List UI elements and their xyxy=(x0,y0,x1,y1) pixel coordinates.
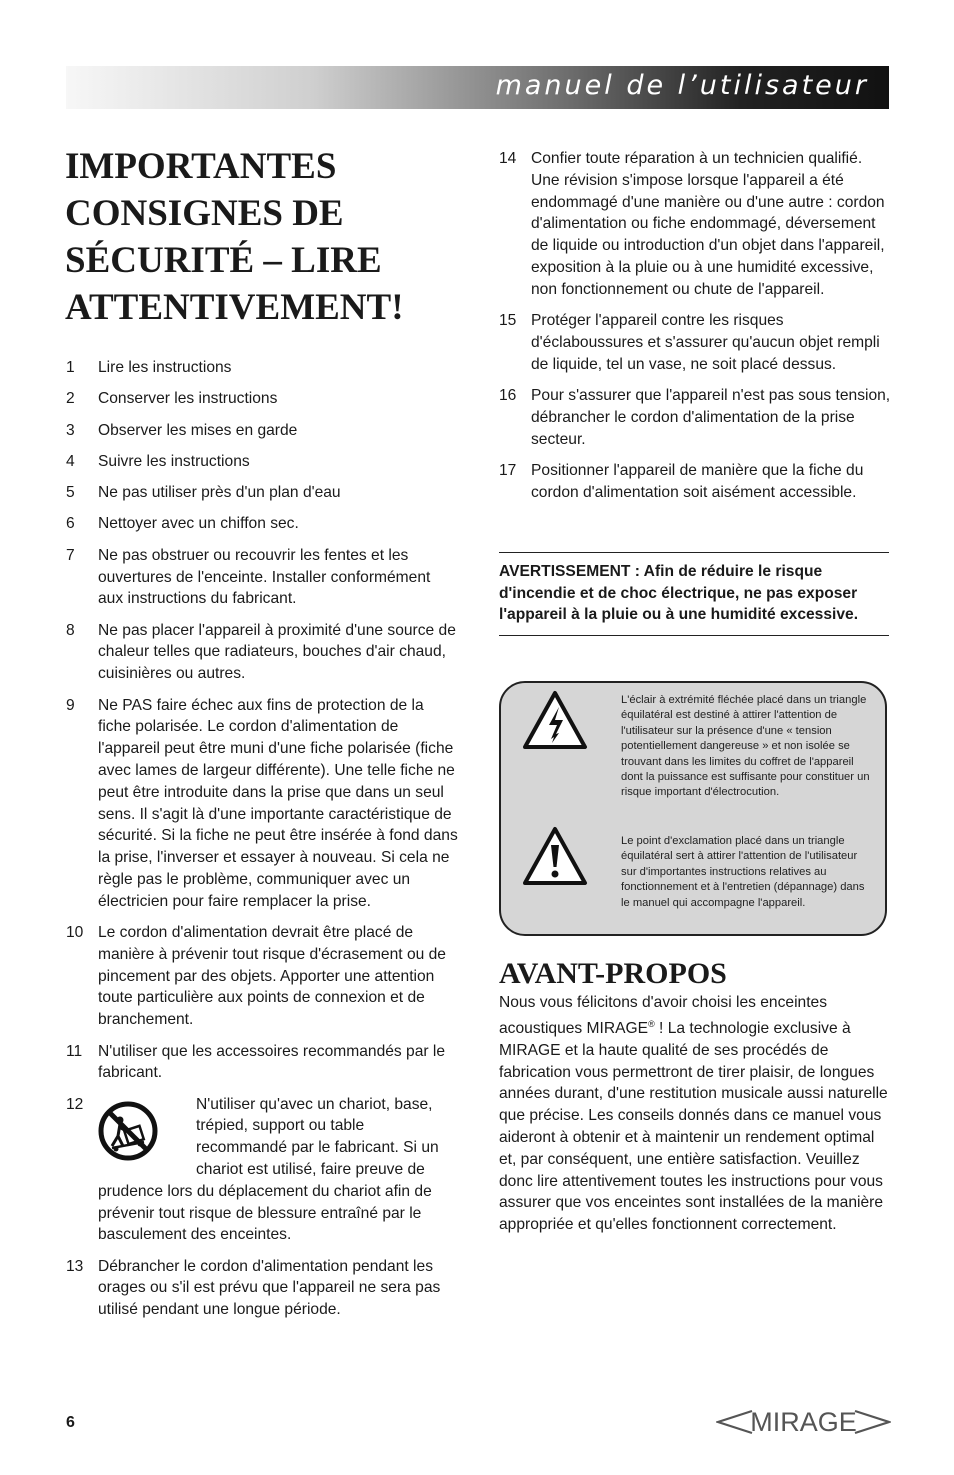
item-number: 9 xyxy=(66,696,75,714)
section-body-avant-propos xyxy=(499,992,889,1236)
section-title-avant-propos: AVANT-PROPOS xyxy=(499,957,727,990)
item-number: 1 xyxy=(66,359,75,376)
list-item xyxy=(66,482,458,504)
item-text: Nettoyer avec un chiffon sec. xyxy=(98,515,299,533)
page-title-line: SÉCURITÉ – LIRE xyxy=(65,240,382,281)
item-number: 17 xyxy=(499,461,517,479)
body-text: Nous vous félicitons d'avoir choisi les enceintes acoustiques MIRAGE xyxy=(499,994,828,1037)
warning-notice: AVERTISSEMENT : Afin de réduire le risque d'incendie et de choc électrique, ne pas exposer l'appareil à la pluie ou à une humidité excessive. xyxy=(499,552,889,636)
list-item xyxy=(66,695,458,913)
item-number: 15 xyxy=(499,312,517,330)
item-text: Ne pas utiliser près d'un plan d'eau xyxy=(98,484,341,502)
item-number: 16 xyxy=(499,386,517,404)
list-item xyxy=(66,357,458,379)
item-number: 5 xyxy=(66,484,75,502)
item-text: Ne pas obstruer ou recouvrir les fentes et les ouvertures de l'enceinte. Installer conformément aux instructions du fabricant. xyxy=(98,546,431,608)
list-item xyxy=(66,545,458,610)
item-number: 11 xyxy=(66,1042,83,1060)
item-number: 10 xyxy=(66,924,84,942)
item-number: 13 xyxy=(66,1257,84,1275)
header-title: manuel de l’utilisateur xyxy=(495,70,869,101)
item-number: 8 xyxy=(66,621,75,639)
page-title-line: CONSIGNES DE xyxy=(65,193,344,234)
list-item xyxy=(66,420,458,442)
item-number: 14 xyxy=(499,150,517,167)
page-title xyxy=(65,143,465,331)
item-number: 2 xyxy=(66,390,75,408)
registered-mark: ® xyxy=(648,1018,655,1029)
item-text: Suivre les instructions xyxy=(98,452,250,470)
cart-tip-over-warning-icon xyxy=(98,1096,196,1171)
item-text: Pour s'assurer que l'appareil n'est pas sous tension, débrancher le cordon d'alimentation de la prise secteur. xyxy=(531,386,891,448)
list-item xyxy=(499,460,894,504)
list-item xyxy=(499,148,894,301)
safety-instructions-right xyxy=(499,148,894,503)
list-item-cart xyxy=(66,1094,458,1247)
item-text: Ne PAS faire échec aux fins de protection de la fiche polarisée. Le cordon d'alimentation de l'appareil peut être muni d'une fiche polarisée (fiche avec lames de largeur différente). Une telle fiche ne peut être introduite dans la prise que dans un seul sens. Il s'agit là d'une importante caractéristique de sécurité. Si la fiche ne peut être insérée à fond dans la prise, l'inverser et essayer à nouveau. Si cela ne règle pas le problème, communiquer avec un électricien pour faire remplacer la prise. xyxy=(98,696,458,910)
item-text: N'utiliser que les accessoires recommandés par le fabricant. xyxy=(98,1042,446,1082)
item-text: Positionner l'appareil de manière que la fiche du cordon d'alimentation soit aisément accessible. xyxy=(531,461,864,501)
list-item xyxy=(66,513,458,535)
safety-instructions-left xyxy=(66,357,458,1321)
item-text: Protéger l'appareil contre les risques d'éclaboussures et s'assurer qu'aucun objet rempli de liquide, tel un vase, ne soit placé dessus. xyxy=(531,312,880,373)
cart-row xyxy=(98,1094,458,1181)
list-item xyxy=(66,1256,458,1321)
item-text: Conserver les instructions xyxy=(98,390,278,408)
item-text: Le cordon d'alimentation devrait être placé de manière à prévenir tout risque d'écrasement ou de pincement par des objets. Apporter une attention toute particulière aux points de connexion et de branchement. xyxy=(98,924,446,1029)
list-item xyxy=(499,385,894,450)
item-text: Confier toute réparation à un technicien qualifié. Une révision s'impose lorsque l'appareil a été endommagé d'une manière ou d'une autre : cordon d'alimentation ou fiche endommagé, déversement de liquide ou introduction d'un objet dans l'appareil, exposition à la pluie ou à une humidité excessive, non fonctionnement ou chute de l'appareil. xyxy=(531,150,885,298)
item-text-below: prudence lors du déplacement du chariot afin de prévenir tout risque de blessure entraîné par le basculement des enceintes. xyxy=(98,1182,432,1244)
brand-name: MIRAGE xyxy=(750,1407,857,1437)
exclamation-triangle-icon xyxy=(521,825,589,887)
header-bar xyxy=(66,66,889,109)
item-number: 3 xyxy=(66,421,75,439)
page-title-line: ATTENTIVEMENT! xyxy=(65,287,404,328)
item-number: 12 xyxy=(66,1095,84,1113)
item-text-side: N'utiliser qu'avec un chariot, base, trépied, support ou table recommandé par le fabricant. Si un chariot est utilisé, faire preuve de xyxy=(196,1095,439,1178)
safety-symbols-box xyxy=(499,681,887,936)
item-text xyxy=(98,1094,458,1247)
item-text: Débrancher le cordon d'alimentation pendant les orages ou s'il est prévu que l'appareil ne sera pas utilisé pendant une longue période. xyxy=(98,1257,441,1319)
list-item xyxy=(66,922,458,1031)
body-text: ! La technologie exclusive à MIRAGE et la haute qualité de ses procédés de fabrication vous permettront de tirer plaisir, de longues années durant, d'une restitution musicale aussi naturelle que précise. Les conseils donnés dans ce manuel vous aideront à obtenir et à maintenir un rendement optimal et, par conséquent, une entière satisfaction. Veuillez donc lire attentivement toutes les instructions pour vous assurer que vos enceintes sont installées de la manière appropriée et qu'elles fonctionnent correctement. xyxy=(499,1019,888,1234)
mirage-logo xyxy=(716,1402,891,1442)
list-item xyxy=(66,620,458,685)
item-number: 4 xyxy=(66,452,75,470)
list-item xyxy=(66,388,458,410)
item-number: 6 xyxy=(66,515,75,533)
lightning-symbol-text: L'éclair à extrémité fléchée placé dans un triangle équilatéral est destiné à attirer l'attention de l'utilisateur sur la présence d'une « tension potentiellement dangereuse » et non isolée se trouvant dans les limites du coffret de l'appareil dont la puissance est suffisante pour constituer un risque important d'électrocution. xyxy=(621,694,870,799)
exclamation-symbol-text: Le point d'exclamation placé dans un triangle équilatéral sert à attirer l'attention de l'utilisateur sur d'importantes instructions relatives au fonctionnement et à l'entretien (dépannage) dans le manuel qui accompagne l'appareil. xyxy=(621,835,865,909)
page-title-line: IMPORTANTES xyxy=(65,146,337,187)
item-number: 7 xyxy=(66,546,75,564)
page-number: 6 xyxy=(66,1414,75,1431)
list-item xyxy=(66,1041,458,1085)
list-item xyxy=(66,451,458,473)
lightning-triangle-icon xyxy=(521,689,589,751)
item-text: Ne pas placer l'appareil à proximité d'une source de chaleur telles que radiateurs, bouches d'air chaud, cuisinières ou autres. xyxy=(98,621,456,683)
item-text: Lire les instructions xyxy=(98,359,232,376)
list-item xyxy=(499,310,894,375)
item-text: Observer les mises en garde xyxy=(98,421,298,439)
